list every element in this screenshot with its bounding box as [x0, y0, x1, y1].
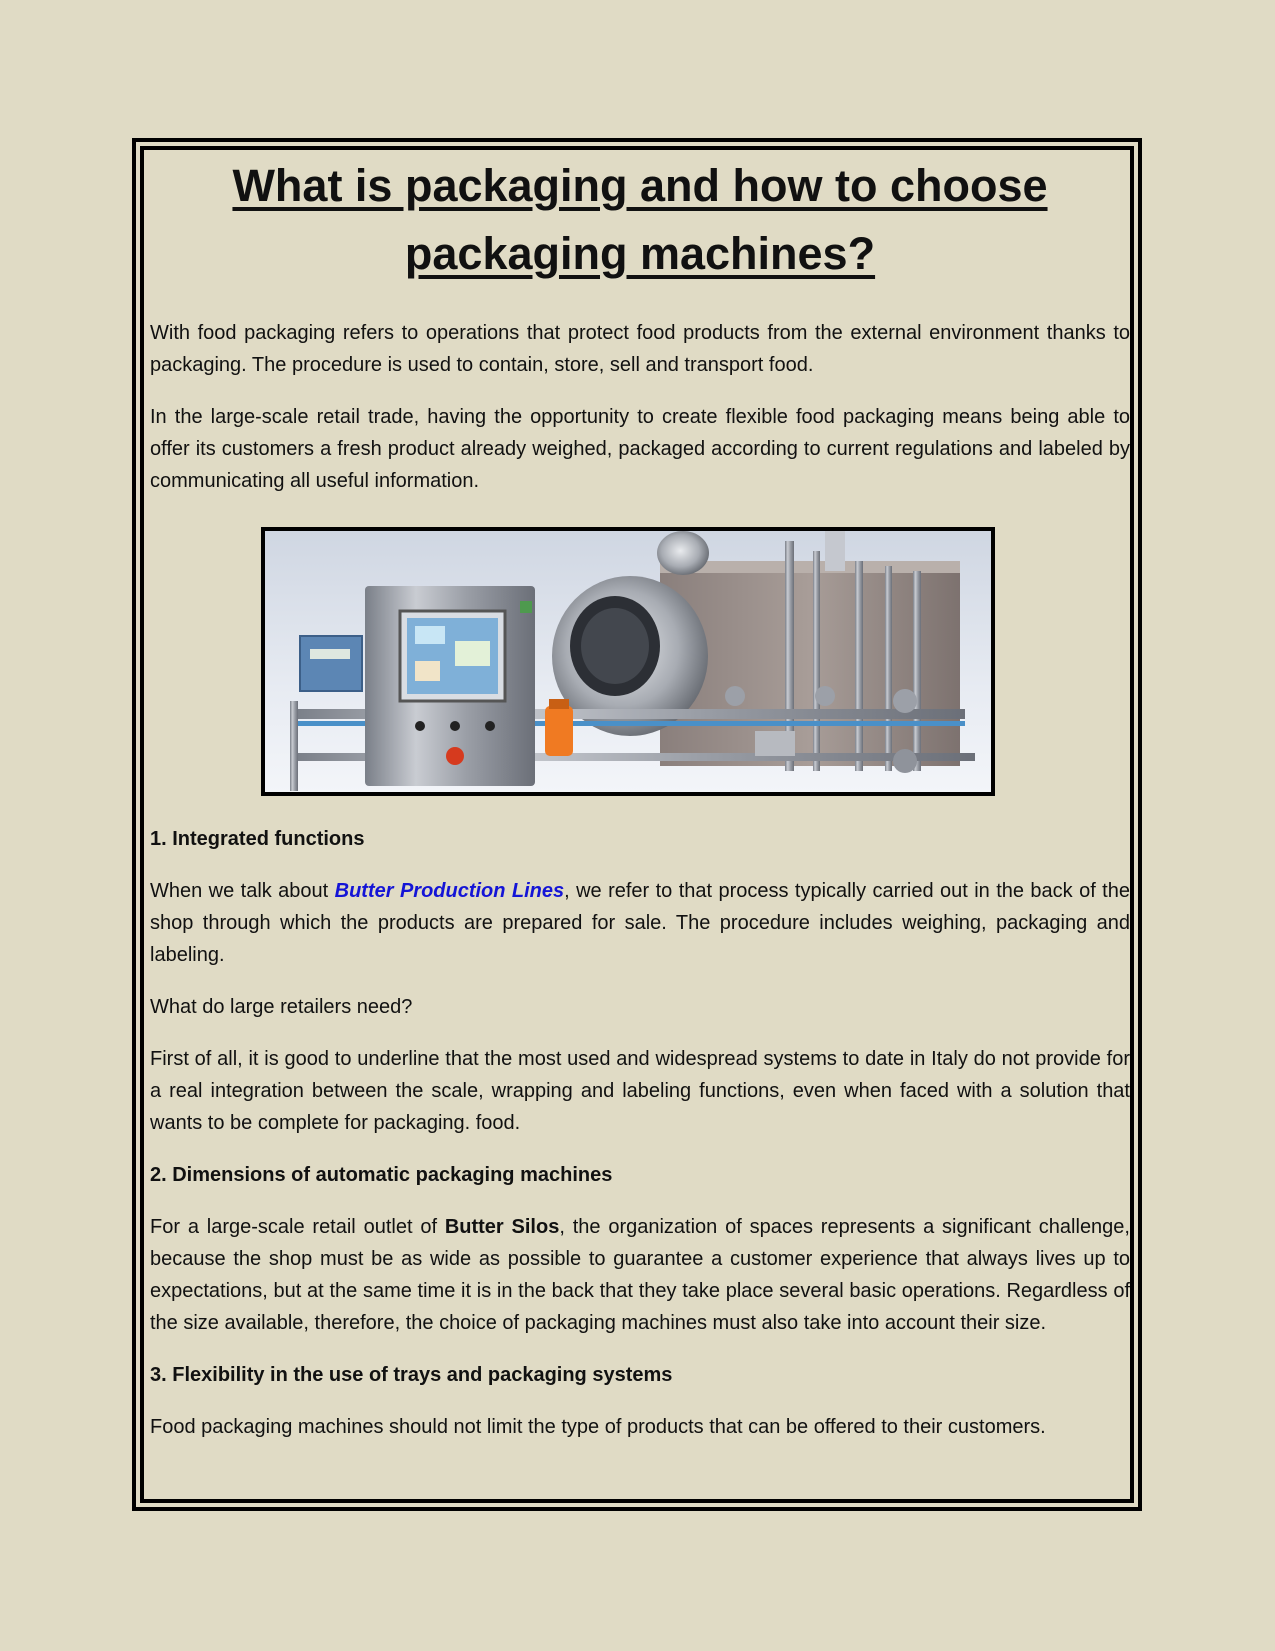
butter-production-lines-link[interactable]: Butter Production Lines [334, 880, 565, 902]
intro-paragraph-2: In the large-scale retail trade, having the opportunity to create flexible food packaging means being able to offer its customers a fresh product already weighed, packaged according to current regulations and labeled by communicating all useful information. [150, 406, 1130, 492]
butter-machine-photo [261, 527, 995, 796]
page-title: What is packaging and how to choose packaging machines? [232, 160, 1048, 279]
machine-illustration [265, 531, 991, 792]
section-2-paragraph-1 [150, 1211, 1130, 1339]
section-1-paragraph-1 [150, 875, 1130, 971]
machine-photo-container [150, 527, 1130, 796]
section-3-paragraph-1: Food packaging machines should not limit the type of products that can be offered to their customers. [150, 1416, 1046, 1438]
section-1-text-before: When we talk about [150, 880, 335, 902]
section-2-text-after: , the organization of spaces represents a significant challenge, because the shop must be as wide as possible to guarantee a customer experience that always lives up to expectations, but at the same time it is in the back that they take place several basic operations. Regardless of the size available, therefore, the choice of packaging machines must also take into account their size. [150, 1216, 1130, 1334]
section-1-text-after: , we refer to that process typically carried out in the back of the shop through which the products are prepared for sale. The procedure includes weighing, packaging and labeling. [150, 880, 1130, 966]
article [150, 148, 1130, 1443]
intro-paragraph-1: With food packaging refers to operations that protect food products from the external environment thanks to packaging. The procedure is used to contain, store, sell and transport food. [150, 322, 1130, 376]
section-1-heading: 1. Integrated functions [150, 828, 365, 850]
section-1-paragraph-2: What do large retailers need? [150, 996, 413, 1018]
section-2-heading: 2. Dimensions of automatic packaging machines [150, 1164, 613, 1186]
section-1-paragraph-3: First of all, it is good to underline that the most used and widespread systems to date in Italy do not provide for a real integration between the scale, wrapping and labeling functions, even when faced with a solution that wants to be complete for packaging. food. [150, 1048, 1130, 1134]
section-2-text-before: For a large-scale retail outlet of [150, 1216, 445, 1238]
butter-silos-text: Butter Silos [444, 1216, 560, 1238]
section-3-heading: 3. Flexibility in the use of trays and packaging systems [150, 1364, 673, 1386]
